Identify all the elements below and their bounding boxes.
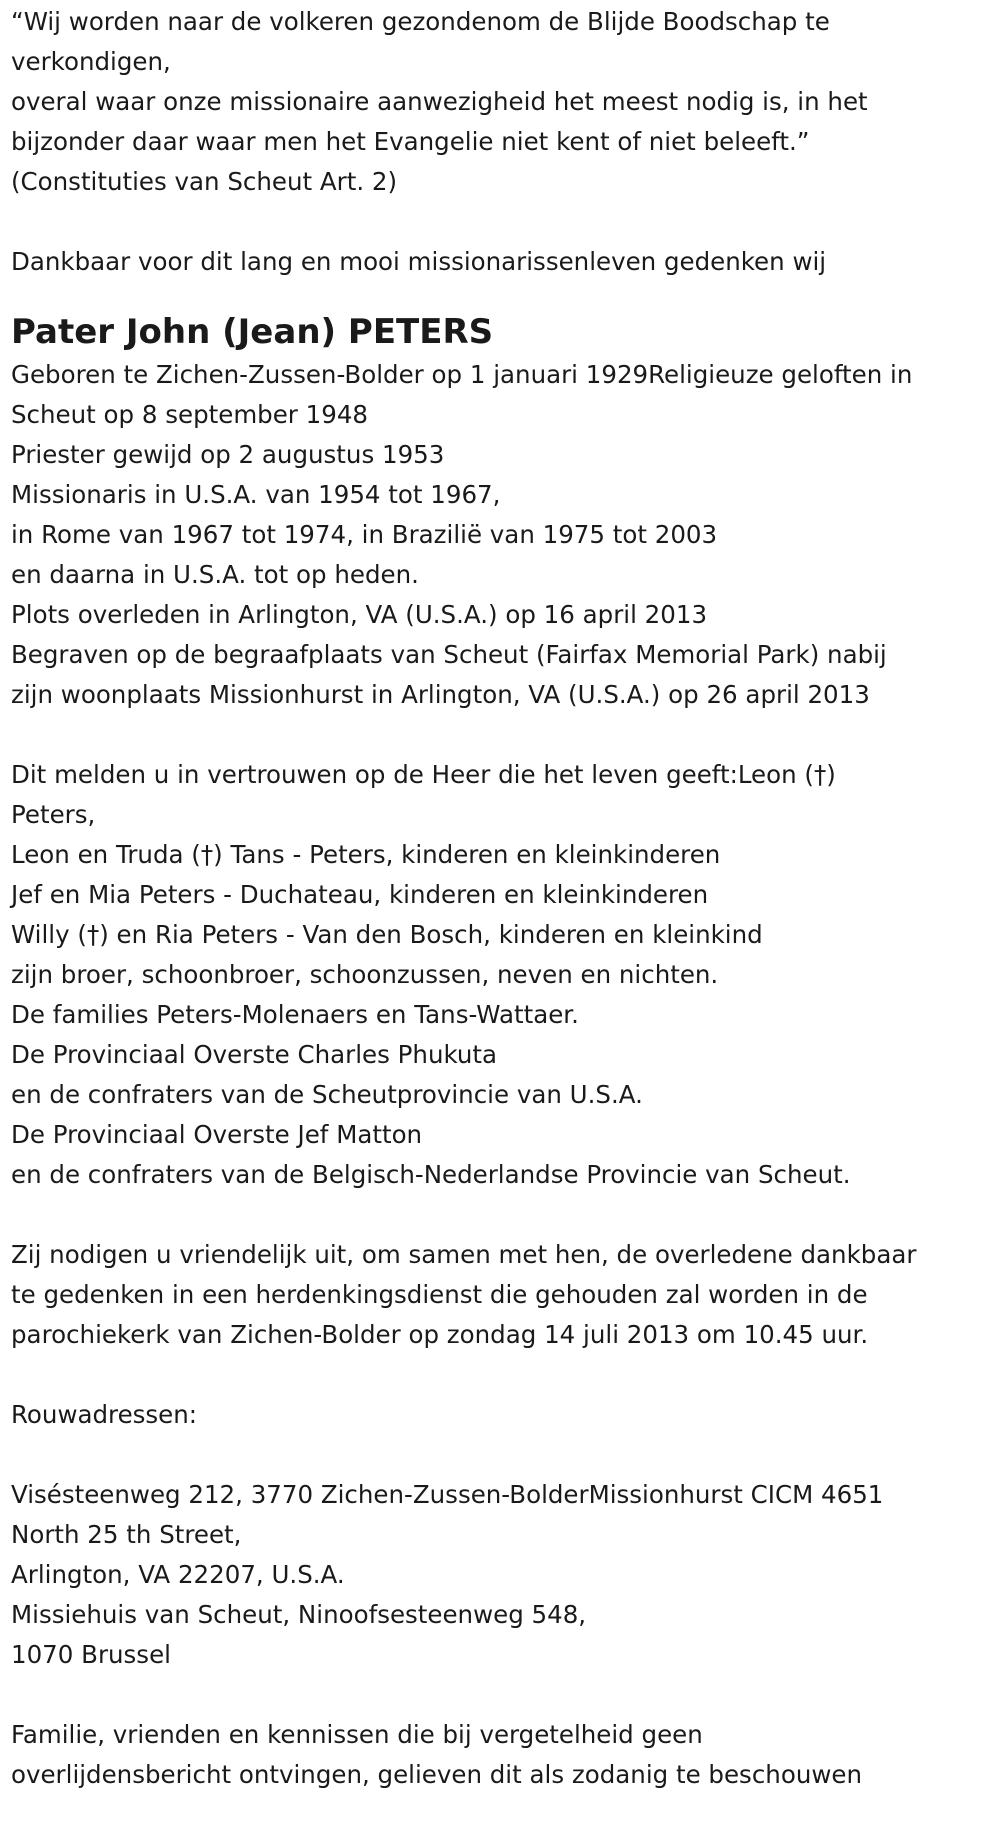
biography-line: Geboren te Zichen-Zussen-Bolder op 1 januari 1929Religieuze geloften in: [11, 360, 913, 389]
quote-section: [11, 2, 989, 202]
invitation-line: Zij nodigen u vriendelijk uit, om samen met hen, de overledene dankbaar: [11, 1240, 917, 1269]
spacer: [11, 1355, 989, 1395]
biography-line: in Rome van 1967 tot 1974, in Brazilië van 1975 tot 2003: [11, 520, 718, 549]
spacer: [11, 1195, 989, 1235]
invitation-line: parochiekerk van Zichen-Bolder op zondag 14 juli 2013 om 10.45 uur.: [11, 1320, 869, 1349]
closing-line: overlijdensbericht ontvingen, gelieven dit als zodanig te beschouwen: [11, 1760, 862, 1789]
biography-line: Scheut op 8 september 1948: [11, 400, 369, 429]
family-line: De families Peters-Molenaers en Tans-Wattaer.: [11, 1000, 579, 1029]
family-line: Jef en Mia Peters - Duchateau, kinderen en kleinkinderen: [11, 880, 709, 909]
family-line: Dit melden u in vertrouwen op de Heer die het leven geeft:Leon (†): [11, 760, 836, 789]
spacer: [11, 1435, 989, 1475]
addresses-heading: Rouwadressen:: [11, 1400, 198, 1429]
invitation-line: te gedenken in een herdenkingsdienst die gehouden zal worden in de: [11, 1280, 868, 1309]
family-line: De Provinciaal Overste Jef Matton: [11, 1120, 423, 1149]
family-line: zijn broer, schoonbroer, schoonzussen, neven en nichten.: [11, 960, 719, 989]
family-line: Willy (†) en Ria Peters - Van den Bosch, kinderen en kleinkind: [11, 920, 763, 949]
spacer: [11, 1675, 989, 1715]
deceased-name: Pater John (Jean) PETERS: [11, 312, 494, 352]
biography-line: Begraven op de begraafplaats van Scheut (Fairfax Memorial Park) nabij: [11, 640, 887, 669]
family-section: [11, 755, 989, 1195]
quote-line: verkondigen,: [11, 47, 171, 76]
address-line: Visésteenweg 212, 3770 Zichen-Zussen-BolderMissionhurst CICM 4651: [11, 1480, 884, 1509]
quote-line: overal waar onze missionaire aanwezigheid het meest nodig is, in het: [11, 87, 868, 116]
quote-line: “Wij worden naar de volkeren gezondenom de Blijde Boodschap te: [11, 7, 830, 36]
spacer: [11, 715, 989, 755]
biography-line: Plots overleden in Arlington, VA (U.S.A.) op 16 april 2013: [11, 600, 708, 629]
family-line: Leon en Truda (†) Tans - Peters, kinderen en kleinkinderen: [11, 840, 721, 869]
spacer: [11, 202, 989, 242]
address-line: Missiehuis van Scheut, Ninoofsesteenweg 548,: [11, 1600, 587, 1629]
biography-section: [11, 355, 989, 715]
address-line: 1070 Brussel: [11, 1640, 171, 1669]
family-line: Peters,: [11, 800, 96, 829]
biography-line: en daarna in U.S.A. tot op heden.: [11, 560, 419, 589]
address-line: North 25 th Street,: [11, 1520, 242, 1549]
invitation-section: [11, 1235, 989, 1355]
closing-section: [11, 1715, 989, 1795]
family-line: en de confraters van de Belgisch-Nederlandse Provincie van Scheut.: [11, 1160, 851, 1189]
biography-line: Priester gewijd op 2 augustus 1953: [11, 440, 445, 469]
quote-source: (Constituties van Scheut Art. 2): [11, 167, 398, 196]
biography-line: Missionaris in U.S.A. van 1954 tot 1967,: [11, 480, 501, 509]
quote-line: bijzonder daar waar men het Evangelie niet kent of niet beleeft.”: [11, 127, 810, 156]
closing-line: Familie, vrienden en kennissen die bij vergetelheid geen: [11, 1720, 703, 1749]
address-line: Arlington, VA 22207, U.S.A.: [11, 1560, 345, 1589]
biography-line: zijn woonplaats Missionhurst in Arlington, VA (U.S.A.) op 26 april 2013: [11, 680, 870, 709]
intro-text: Dankbaar voor dit lang en mooi missionarissenleven gedenken wij: [11, 247, 827, 276]
family-line: De Provinciaal Overste Charles Phukuta: [11, 1040, 498, 1069]
family-line: en de confraters van de Scheutprovincie van U.S.A.: [11, 1080, 643, 1109]
addresses-section: [11, 1475, 989, 1675]
